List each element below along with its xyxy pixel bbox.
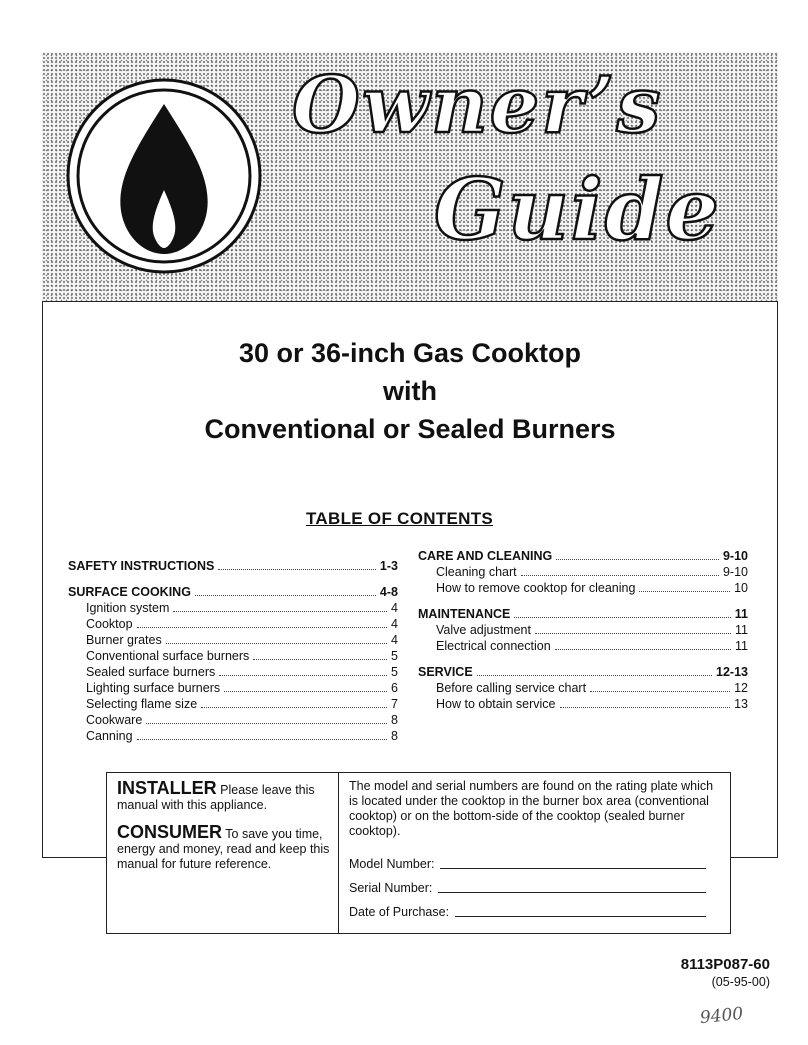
toc-leader-dots: [219, 675, 387, 676]
toc-entry-label: Cooktop: [86, 617, 133, 631]
toc-heading: TABLE OF CONTENTS: [306, 509, 494, 528]
toc-entry-label: SERVICE: [418, 665, 473, 679]
toc-entry-row: [68, 632, 398, 648]
toc-entry-label: How to obtain service: [436, 697, 556, 711]
toc-entry-row: [68, 696, 398, 712]
toc-leader-dots: [224, 691, 387, 692]
toc-entry-label: SURFACE COOKING: [68, 585, 191, 599]
toc-entry-row: [68, 600, 398, 616]
serial-number-label: Serial Number:: [349, 881, 433, 895]
handwritten-note: 9400: [699, 1003, 745, 1029]
toc-entry-row: [68, 728, 398, 744]
installer-note: [117, 778, 330, 813]
toc-entry-row: [68, 664, 398, 680]
title-guide: Guide: [434, 160, 721, 259]
serial-number-field[interactable]: [349, 881, 720, 896]
toc-entry-pages: 4-8: [379, 585, 398, 599]
toc-entry-label: Cleaning chart: [436, 565, 517, 579]
date-of-purchase-label: Date of Purchase:: [349, 905, 450, 919]
toc-entry-row: [68, 616, 398, 632]
toc-entry-label: CARE AND CLEANING: [418, 549, 553, 563]
model-number-line[interactable]: [440, 868, 706, 869]
toc-entry-pages: 10: [734, 581, 748, 595]
toc-entry-pages: 1-3: [379, 559, 398, 573]
model-number-field[interactable]: [349, 857, 720, 872]
toc-left-column: [68, 558, 398, 744]
toc-entry-label: Canning: [86, 729, 133, 743]
toc-entry-label: Burner grates: [86, 633, 162, 647]
toc-entry-pages: 11: [735, 639, 748, 653]
toc-leader-dots: [137, 739, 387, 740]
info-box: [106, 772, 731, 934]
product-title-line3: Conventional or Sealed Burners: [204, 414, 616, 444]
doc-revision: (05-95-00): [711, 975, 770, 989]
toc-section-row: [418, 548, 748, 564]
installer-title: INSTALLER: [117, 778, 217, 798]
toc-entry-pages: 11: [735, 623, 748, 637]
cover-banner: [42, 52, 778, 302]
toc-entry-row: [68, 648, 398, 664]
info-right-panel: [339, 773, 730, 933]
date-of-purchase-field[interactable]: [349, 905, 720, 920]
toc-entry-label: SAFETY INSTRUCTIONS: [68, 559, 215, 573]
date-of-purchase-line[interactable]: [455, 916, 706, 917]
toc-leader-dots: [535, 633, 731, 634]
toc-entry-label: Sealed surface burners: [86, 665, 216, 679]
toc-entry-pages: 4: [391, 633, 398, 647]
product-title-line1: 30 or 36-inch Gas Cooktop: [238, 338, 582, 368]
toc-section-row: [68, 558, 398, 574]
toc-entry-row: [418, 638, 748, 654]
toc-leader-dots: [639, 591, 730, 592]
toc-entry-row: [418, 564, 748, 580]
product-title-line2: with: [383, 376, 437, 406]
toc-entry-row: [418, 580, 748, 596]
toc-entry-pages: 7: [391, 697, 398, 711]
toc-entry-label: MAINTENANCE: [418, 607, 511, 621]
toc-entry-row: [68, 712, 398, 728]
product-title: [42, 334, 778, 448]
toc-leader-dots: [590, 691, 730, 692]
consumer-text: To save you time, energy and money, read and keep this manual for future reference.: [117, 827, 330, 871]
model-number-label: Model Number:: [349, 857, 435, 871]
toc-entry-label: Before calling service chart: [436, 681, 587, 695]
toc-section-row: [418, 664, 748, 680]
toc-entry-label: Selecting flame size: [86, 697, 198, 711]
toc-leader-dots: [195, 595, 376, 596]
toc-entry-pages: 12: [734, 681, 748, 695]
toc-entry-row: [418, 622, 748, 638]
toc-entry-label: Conventional surface burners: [86, 649, 250, 663]
info-left-panel: [107, 773, 339, 933]
toc-entry-label: Valve adjustment: [436, 623, 531, 637]
installer-text: Please leave this manual with this appliance.: [117, 783, 315, 812]
document-number: [681, 956, 770, 989]
toc-entry-label: Electrical connection: [436, 639, 551, 653]
toc-leader-dots: [166, 643, 387, 644]
toc-entry-pages: 5: [391, 665, 398, 679]
toc-entry-pages: 4: [391, 601, 398, 615]
model-note: The model and serial numbers are found on the rating plate which is located under the cooktop in the burner box area (conventional cooktop) or on the bottom-side of the cooktop (sealed burner cooktop).: [349, 779, 714, 838]
toc-leader-dots: [253, 659, 387, 660]
toc-leader-dots: [477, 675, 712, 676]
toc-leader-dots: [560, 707, 731, 708]
toc-entry-label: Lighting surface burners: [86, 681, 221, 695]
toc-leader-dots: [521, 575, 719, 576]
toc-entry-label: Ignition system: [86, 601, 170, 615]
serial-number-line[interactable]: [438, 892, 706, 893]
toc-section-row: [68, 584, 398, 600]
consumer-note: [117, 822, 330, 872]
toc-leader-dots: [556, 559, 719, 560]
consumer-title: CONSUMER: [117, 822, 223, 842]
toc-entry-row: [418, 696, 748, 712]
toc-entry-pages: 5: [391, 649, 398, 663]
toc-leader-dots: [137, 627, 387, 628]
doc-code: 8113P087-60: [680, 956, 770, 973]
flame-logo-icon: [66, 78, 262, 274]
toc-leader-dots: [514, 617, 730, 618]
toc-entry-pages: 13: [734, 697, 748, 711]
toc-entry-pages: 8: [391, 729, 398, 743]
toc-leader-dots: [218, 569, 376, 570]
toc-entry-label: How to remove cooktop for cleaning: [436, 581, 636, 595]
title-owners: Owner’s: [292, 60, 663, 151]
toc-entry-pages: 12-13: [716, 665, 748, 679]
toc-entry-row: [418, 680, 748, 696]
toc-leader-dots: [146, 723, 387, 724]
toc-entry-pages: 8: [391, 713, 398, 727]
toc-entry-pages: 6: [391, 681, 398, 695]
toc-section-row: [418, 606, 748, 622]
toc-right-column: [418, 548, 748, 712]
toc-leader-dots: [173, 611, 387, 612]
toc-entry-pages: 4: [391, 617, 398, 631]
toc-entry-label: Cookware: [86, 713, 143, 727]
toc-entry-pages: 9-10: [722, 549, 748, 563]
toc-leader-dots: [201, 707, 387, 708]
toc-entry-row: [68, 680, 398, 696]
toc-entry-pages: 11: [734, 607, 748, 621]
toc-entry-pages: 9-10: [722, 565, 748, 579]
toc-leader-dots: [555, 649, 731, 650]
